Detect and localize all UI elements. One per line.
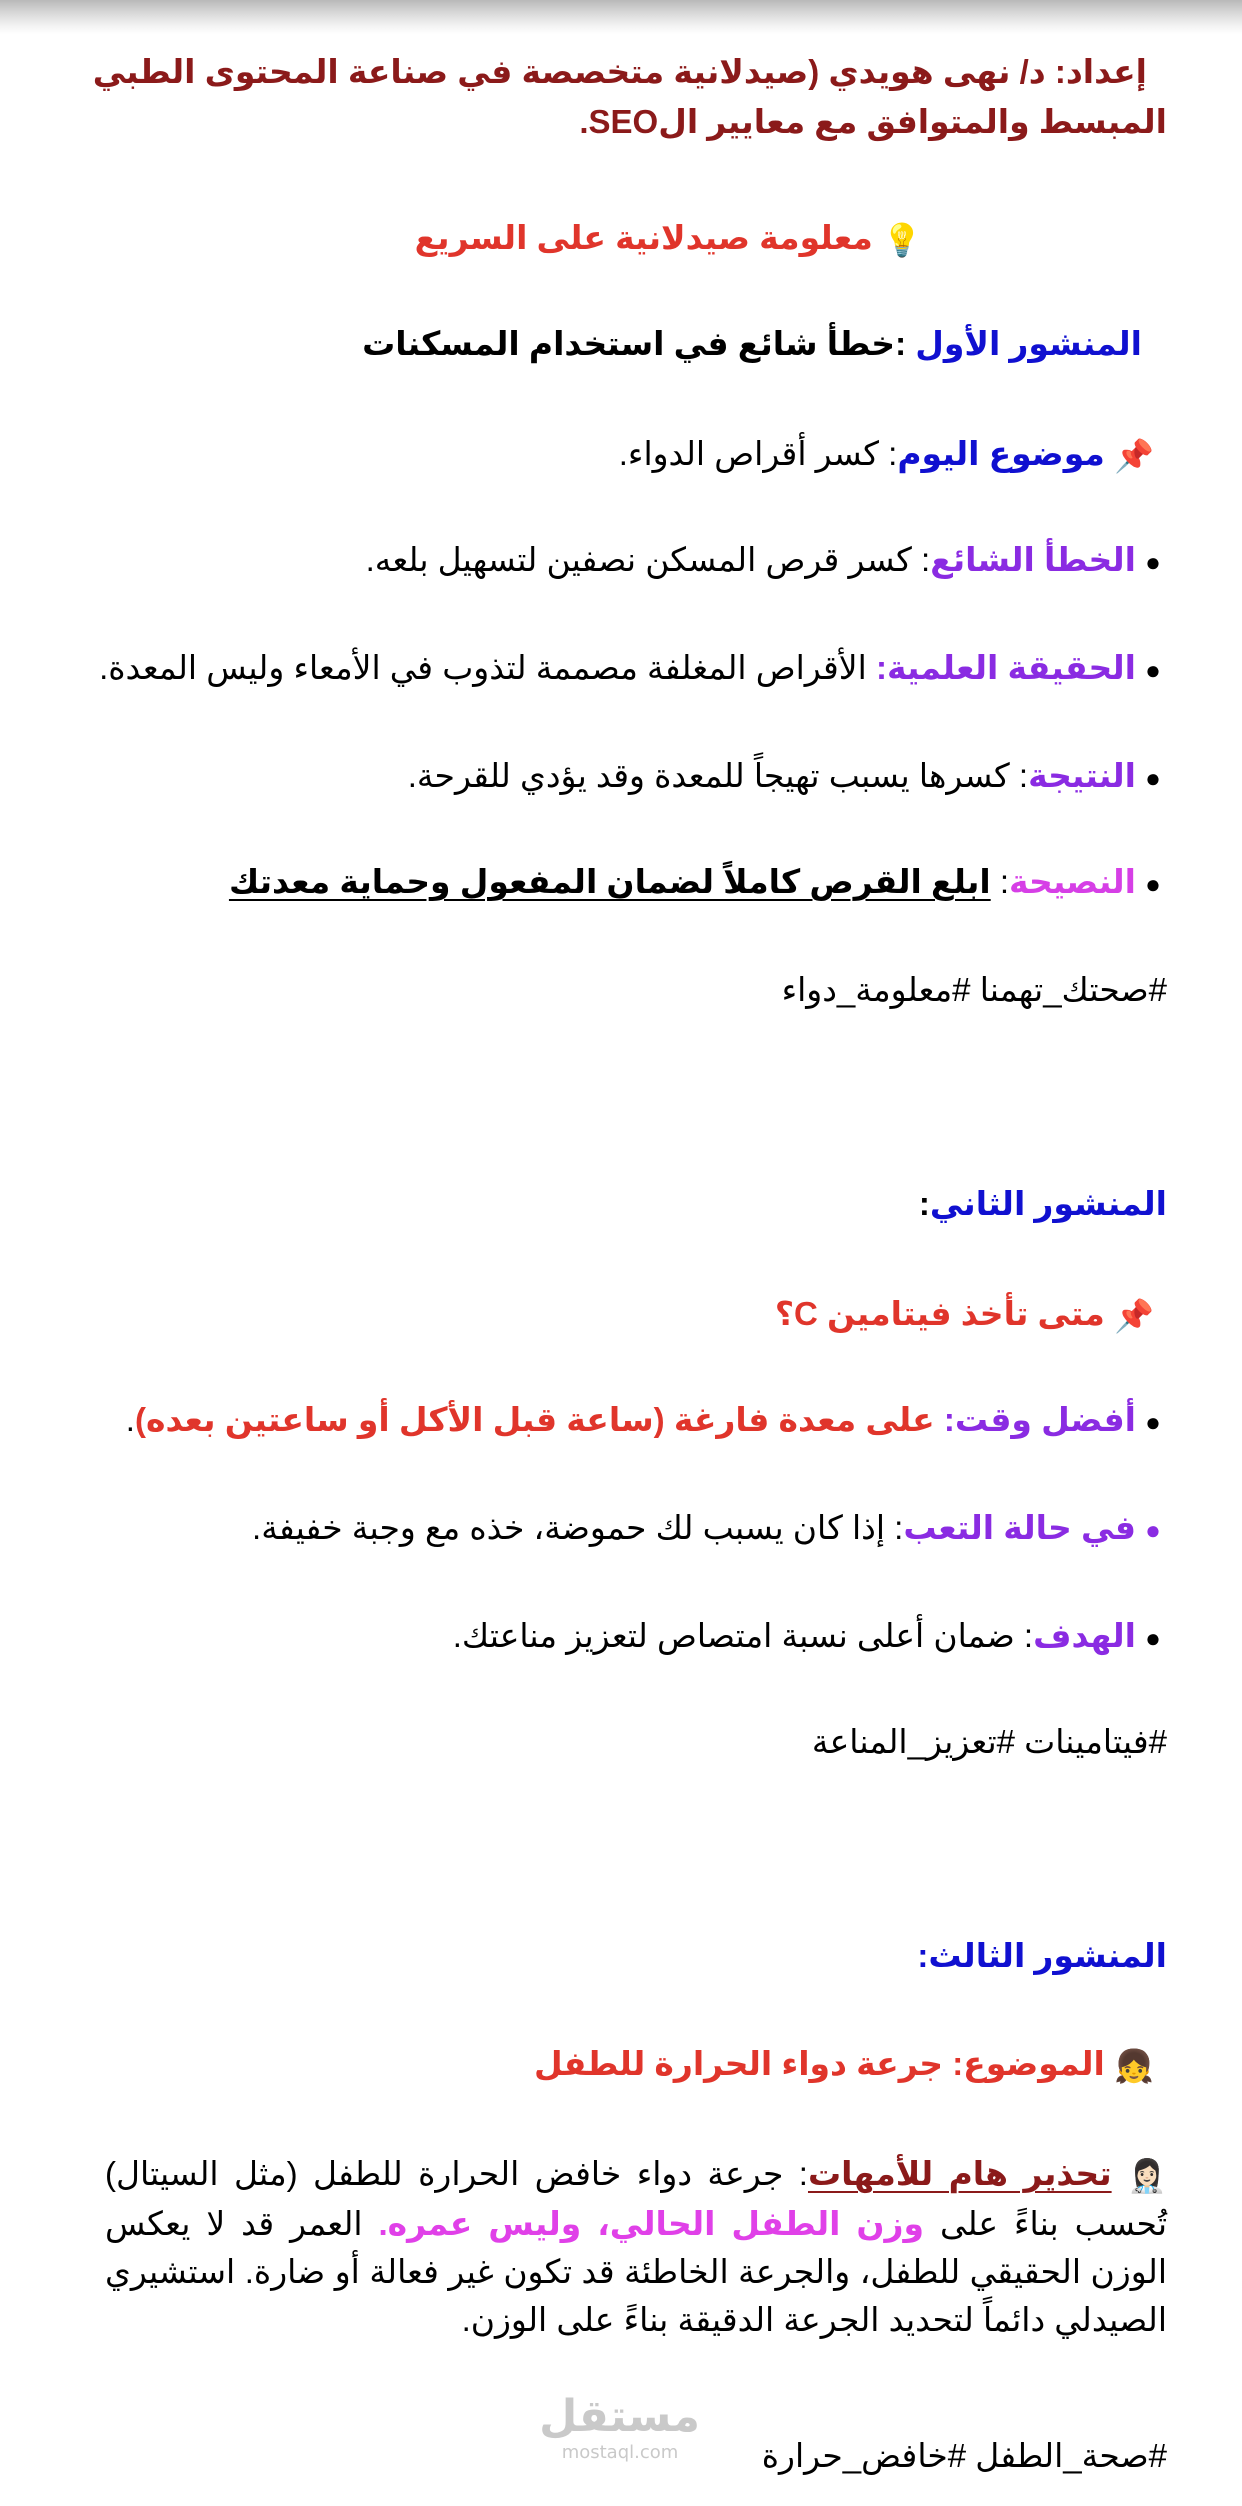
warning-label: تحذير هام للأمهات bbox=[807, 2155, 1112, 2192]
pushpin-icon: 📌 bbox=[1114, 438, 1154, 474]
post1-bullet-3 bbox=[80, 752, 1170, 802]
bullet-label: النتيجة bbox=[1028, 757, 1136, 794]
bullet-label: الخطأ الشائع bbox=[930, 541, 1136, 578]
post1-heading-label: المنشور الأول bbox=[915, 325, 1142, 362]
bullet-text: : إذا كان يسبب لك حموضة، خذه مع وجبة خفيفة. bbox=[252, 1509, 904, 1546]
section-title-text: معلومة صيدلانية على السريع bbox=[414, 219, 873, 256]
post1-heading bbox=[80, 320, 1142, 368]
post1-topic-text: : كسر أقراص الدواء. bbox=[618, 435, 898, 472]
bullet-text: : ضمان أعلى نسبة امتصاص لتعزيز مناعتك. bbox=[452, 1617, 1034, 1654]
warning-highlight: وزن الطفل الحالي، وليس عمره. bbox=[378, 2205, 925, 2242]
post1-hashtags: #صحتك_تهمنا #معلومة_دواء bbox=[781, 971, 1167, 1008]
bullet-label: الهدف bbox=[1033, 1617, 1136, 1654]
post2-heading-suffix: : bbox=[918, 1185, 930, 1222]
post3-heading: المنشور الثالث: bbox=[917, 1937, 1167, 1974]
woman-health-worker-icon: 👩🏻‍⚕️ bbox=[1127, 2158, 1167, 2194]
bullet-label: النصيحة bbox=[1009, 863, 1136, 900]
child-icon: 👧 bbox=[1114, 2048, 1154, 2084]
post3-topic-text: الموضوع: جرعة دواء الحرارة للطفل bbox=[534, 2045, 1105, 2082]
watermark-site: mostaql.com bbox=[561, 2442, 679, 2463]
bullet-text: على معدة فارغة (ساعة قبل الأكل أو ساعتين بعده) bbox=[134, 1401, 944, 1438]
bullet-text: : كسر قرص المسكن نصفين لتسهيل بلعه. bbox=[365, 541, 931, 578]
post1-heading-text: :خطأ شائع في استخدام المسكنات bbox=[362, 325, 916, 362]
bullet-sep: : bbox=[990, 863, 1010, 900]
bullet-dot: ● bbox=[1145, 1623, 1161, 1653]
bullet-text: : كسرها يسبب تهيجاً للمعدة وقد يؤدي للقرحة. bbox=[407, 757, 1029, 794]
bullet-dot: ● bbox=[1145, 547, 1161, 577]
bullet-dot: ● bbox=[1145, 1407, 1161, 1437]
post2-heading-label: المنشور الثاني bbox=[929, 1185, 1167, 1222]
author-line-2: المبسط والمتوافق مع معايير الSEO. bbox=[579, 103, 1167, 140]
bullet-dot: ● bbox=[1145, 655, 1161, 685]
bullet-dot: ● bbox=[1145, 869, 1161, 899]
bullet-label: الحقيقة العلمية: bbox=[875, 649, 1136, 686]
post2-bullet-3 bbox=[80, 1612, 1170, 1662]
post3-warning-paragraph bbox=[105, 2150, 1167, 2344]
post2-topic-text: متى تأخذ فيتامين C؟ bbox=[774, 1295, 1105, 1332]
warning-text-b: العمر قد لا يعكس الوزن الحقيقي للطفل، والجرعة الخاطئة قد تكون غير فعالة أو ضارة. استشيري الصيدلي دائماً لتحديد الجرعة الدقيقة بناءً على الوزن. bbox=[105, 2205, 1167, 2338]
advice-text: ابلع القرص كاملاً لضمان المفعول وحماية معدتك bbox=[228, 863, 991, 900]
lightbulb-icon: 💡 bbox=[882, 222, 922, 258]
bullet-label: أفضل وقت: bbox=[943, 1401, 1136, 1438]
post2-topic bbox=[80, 1290, 1154, 1340]
author-line-1: إعداد: د/ نهى هويدي (صيدلانية متخصصة في صناعة المحتوى الطبي bbox=[92, 53, 1147, 90]
section-title bbox=[80, 214, 922, 264]
post2-hashtags: #فيتامينات #تعزيز_المناعة bbox=[811, 1723, 1167, 1760]
bullet-end: . bbox=[125, 1401, 135, 1438]
warning-text-a: : جرعة دواء خافض الحرارة للطفل (مثل السيتال) تُحسب بناءً على bbox=[105, 2155, 1168, 2242]
bullet-text: الأقراص المغلفة مصممة لتذوب في الأمعاء وليس المعدة. bbox=[99, 649, 876, 686]
post1-topic-label: موضوع اليوم bbox=[897, 435, 1105, 472]
post2-heading bbox=[80, 1180, 1167, 1228]
post1-bullet-1 bbox=[80, 536, 1170, 586]
post1-bullet-4 bbox=[80, 858, 1170, 908]
post1-topic bbox=[80, 430, 1154, 480]
post3-hashtags: #صحة_الطفل #خافض_حرارة bbox=[761, 2437, 1167, 2474]
post2-bullet-2 bbox=[80, 1504, 1170, 1554]
bullet-dot: ● bbox=[1145, 1515, 1161, 1545]
mostaql-watermark bbox=[540, 2392, 700, 2464]
post1-bullet-2 bbox=[80, 644, 1170, 694]
post2-bullet-1 bbox=[80, 1396, 1170, 1446]
pushpin-icon: 📌 bbox=[1114, 1298, 1154, 1334]
watermark-logo: مستقل bbox=[539, 2391, 700, 2442]
bullet-dot: ● bbox=[1145, 763, 1161, 793]
post3-topic bbox=[80, 2040, 1154, 2090]
bullet-label: في حالة التعب bbox=[903, 1509, 1136, 1546]
